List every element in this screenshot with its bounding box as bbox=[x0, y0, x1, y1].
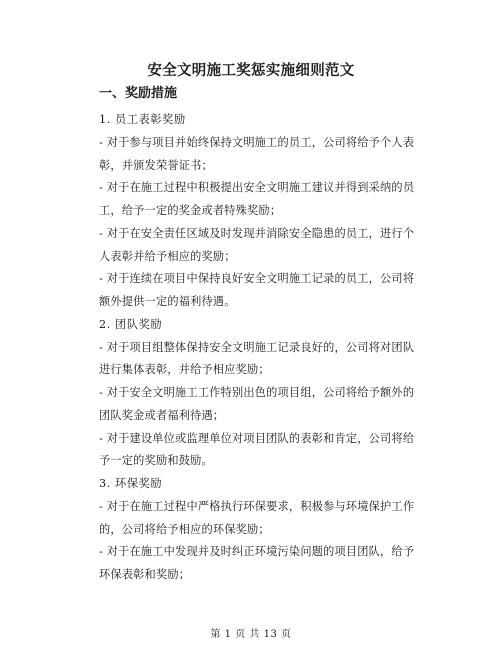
document-title: 安全文明施工奖惩实施细则范文 bbox=[147, 63, 355, 79]
subsection-heading-environmental-awards: 3. 环保奖励 bbox=[99, 477, 163, 490]
subsection-heading-team-awards: 2. 团队奖励 bbox=[99, 317, 163, 331]
list-item: - 对于参与项目并始终保持文明施工的员工，公司将给予个人表彰，并颁发荣誉证书； bbox=[99, 135, 415, 172]
document-body bbox=[99, 109, 417, 587]
list-item: - 对于在施工过程中积极提出安全文明施工建议并得到采纳的员工，给予一定的奖金或者特殊奖励； bbox=[99, 181, 415, 217]
list-item: - 对于连续在项目中保持良好安全文明施工记录的员工，公司将额外提供一定的福利待遇。 bbox=[99, 272, 415, 308]
subsection-heading-employee-awards: 1. 员工表彰奖励 bbox=[99, 113, 186, 126]
section-heading-rewards: 一、奖励措施 bbox=[99, 86, 178, 101]
list-item: - 对于在施工过程中严格执行环保要求，积极参与环境保护工作的，公司将给予相应的环保奖励； bbox=[99, 499, 415, 536]
list-item: - 对于在安全责任区域及时发现并消除安全隐患的员工，进行个人表彰并给予相应的奖励； bbox=[99, 226, 415, 263]
list-item: - 对于安全文明施工工作特别出色的项目组，公司将给予额外的团队奖金或者福利待遇； bbox=[99, 386, 415, 422]
page-number-footer: 第 1 页 共 13 页 bbox=[210, 629, 292, 640]
list-item: - 对于在施工中发现并及时纠正环境污染问题的项目团队，给予环保表彰和奖励； bbox=[99, 545, 415, 581]
list-item: - 对于建设单位或监理单位对项目团队的表彰和肯定，公司将给予一定的奖励和鼓励。 bbox=[99, 431, 415, 468]
list-item: - 对于项目组整体保持安全文明施工记录良好的，公司将对团队进行集体表彰，并给予相应奖励； bbox=[99, 340, 415, 377]
